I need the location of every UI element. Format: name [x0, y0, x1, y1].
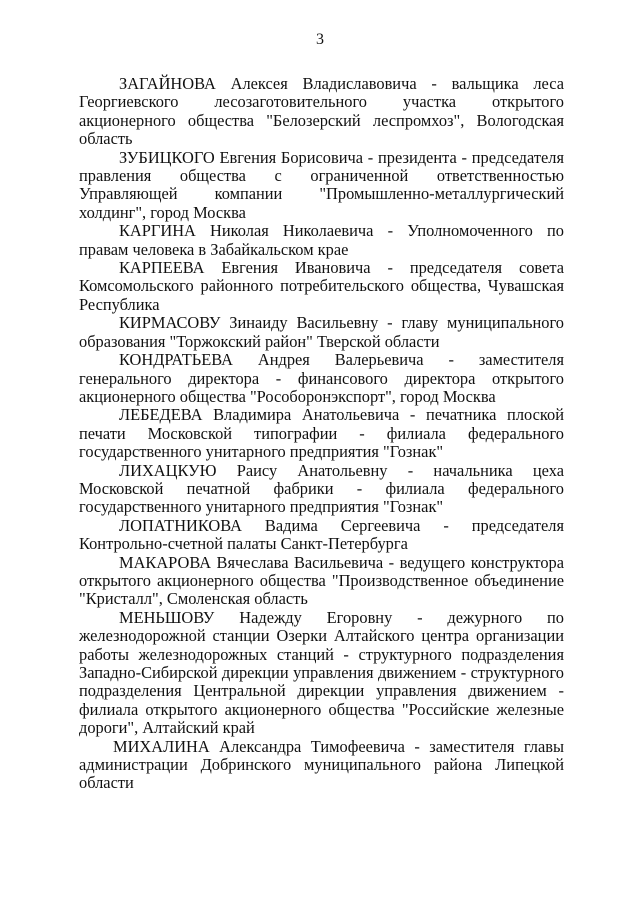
award-entry: КАРГИНА Николая Николаевича - Уполномоченного по правам человека в Забайкальском крае — [79, 221, 564, 259]
award-entry: ЛОПАТНИКОВА Вадима Сергеевича - председателя Контрольно-счетной палаты Санкт-Петербурга — [79, 515, 564, 554]
award-entry: ЛИХАЦКУЮ Раису Анатольевну - начальника цеха Московской печатной фабрики - филиала федерального государственного унитарного предприятия "Гознак" — [79, 460, 564, 517]
award-entry: МИХАЛИНА Александра Тимофеевича - заместителя главы администрации Добринского муниципального района Липецкой области — [79, 736, 564, 793]
award-entry: МЕНЬШОВУ Надежду Егоровну - дежурного по железнодорожной станции Озерки Алтайского центра организации работы железнодорожных станций - структурного подразделения Западно-Сибирской дирекции управления движением - структурного подразделения Центральной дирекции управления движением - филиала открытого акционерного общества "Российские железные дороги", Алтайский край — [79, 607, 564, 738]
award-entry: МАКАРОВА Вячеслава Васильевича - ведущего конструктора открытого акционерного общества "Производственное объединение "Кристалл", Смоленская область — [79, 552, 564, 609]
page-number: 3 — [316, 31, 324, 48]
award-entry: ЗУБИЦКОГО Евгения Борисовича - президента - председателя правления общества с ограниченной ответственностью Управляющей компании "Промышленно-металлургический холдинг", город Москва — [79, 147, 564, 222]
award-entry: КАРПЕЕВА Евгения Ивановича - председателя совета Комсомольского районного потребительского общества, Чувашская Республика — [79, 258, 564, 314]
award-entry: КИРМАСОВУ Зинаиду Васильевну - главу муниципального образования "Торжокский район" Тверской области — [79, 313, 564, 351]
award-list — [79, 75, 564, 793]
award-entry: КОНДРАТЬЕВА Андрея Валерьевича - заместителя генерального директора - финансового директора открытого акционерного общества "Рособоронэкспорт", город Москва — [79, 350, 564, 406]
award-entry: ЛЕБЕДЕВА Владимира Анатольевича - печатника плоской печати Московской типографии - филиала федерального государственного унитарного предприятия "Гознак" — [79, 405, 564, 462]
award-entry: ЗАГАЙНОВА Алексея Владиславовича - вальщика леса Георгиевского лесозаготовительного участка открытого акционерного общества "Белозерский леспромхоз", Вологодская область — [79, 74, 564, 149]
